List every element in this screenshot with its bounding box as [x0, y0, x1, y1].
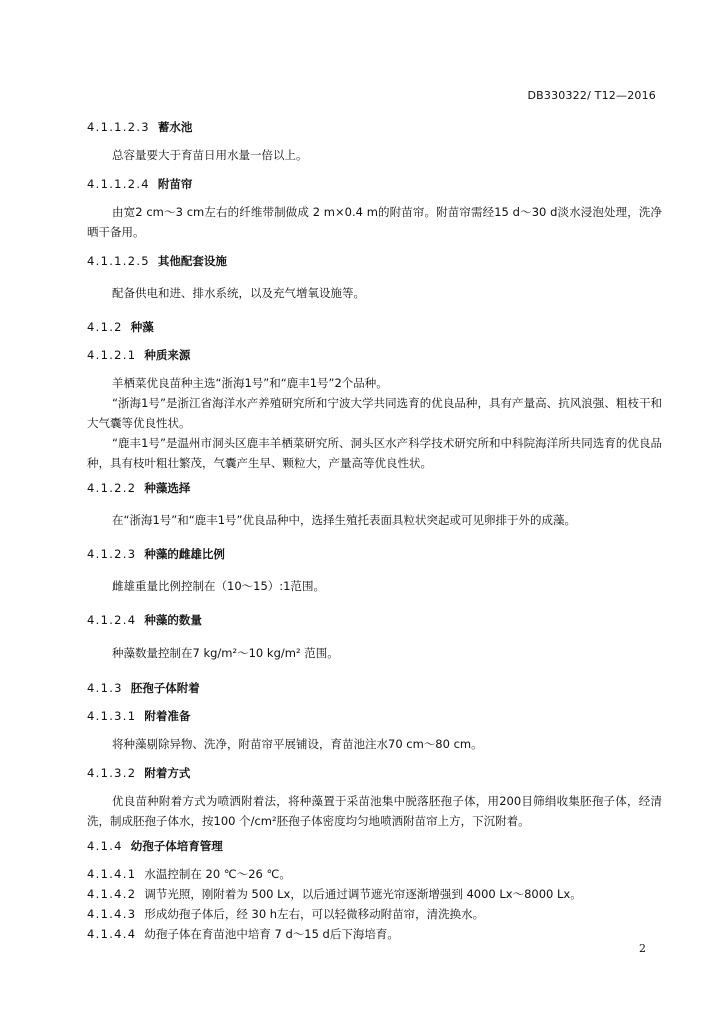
list-item: 4.1.4.4 幼孢子体在育苗池中培育 7 d～15 d后下海培育。: [87, 927, 399, 941]
section-heading: 4.1.4 幼孢子体培育管理: [87, 839, 223, 853]
paragraph: 由宽2 cm～3 cm左右的纤维带制做成 2 m×0.4 m的附苗帘。附苗帘需经15 d～30 d淡水浸泡处理，洗净晒干备用。: [87, 205, 662, 239]
section-heading: 4.1.3.1 附着准备: [87, 709, 191, 723]
paragraph: 将种藻剔除异物、洗净，附苗帘平展铺设，育苗池注水70 cm～80 cm。: [112, 737, 483, 751]
section-heading: 4.1.1.2.5 其他配套设施: [87, 254, 227, 268]
paragraph: 种藻数量控制在7 kg/m²～10 kg/m² 范围。: [112, 646, 339, 660]
section-heading: 4.1.2 种藻: [87, 320, 154, 334]
paragraph: 优良苗种附着方式为喷洒附着法，将种藻置于采苗池集中脱落胚孢子体，用200目筛绢收集胚孢子体，经清洗，制成胚孢子体水，按100 个/cm²胚孢子体密度均匀地喷洒附苗帘上方，下沉附着。: [87, 794, 662, 828]
paragraph: “浙海1号”是浙江省海洋水产养殖研究所和宁波大学共同选育的优良品种，具有产量高、抗风浪强、粗枝干和大气囊等优良性状。: [87, 396, 662, 430]
section-heading: 4.1.2.2 种藻选择: [87, 481, 191, 495]
section-heading: 4.1.3 胚孢子体附着: [87, 681, 200, 695]
document-code: DB330322/ T12—2016: [527, 89, 656, 102]
paragraph: 在“浙海1号”和“鹿丰1号”优良品种中，选择生殖托表面具粒状突起或可见卵排于外的成藻。: [112, 513, 576, 527]
list-item: 4.1.4.3 形成幼孢子体后，经 30 h左右，可以轻微移动附苗帘，清洗换水。: [87, 907, 485, 921]
paragraph: 配备供电和进、排水系统，以及充气增氧设施等。: [112, 286, 365, 300]
paragraph: “鹿丰1号”是温州市洞头区鹿丰羊栖菜研究所、洞头区水产科学技术研究所和中科院海洋所共同选育的优良品种，具有枝叶粗壮繁茂，气囊产生早、颗粒大，产量高等优良性状。: [87, 436, 662, 470]
paragraph: 羊栖菜优良苗种主选“浙海1号”和“鹿丰1号”2个品种。: [112, 376, 388, 390]
paragraph: 雌雄重量比例控制在（10～15）:1范围。: [112, 579, 325, 593]
list-item: 4.1.4.2 调节光照，刚附着为 500 Lx，以后通过调节遮光帘逐渐增强到 4000 Lx～8000 Lx。: [87, 887, 582, 901]
section-heading: 4.1.1.2.4 附苗帘: [87, 177, 193, 191]
section-heading: 4.1.2.1 种质来源: [87, 348, 191, 362]
section-heading: 4.1.3.2 附着方式: [87, 766, 191, 780]
numbered-list: [87, 864, 662, 944]
list-item: 4.1.4.1 水温控制在 20 ℃～26 ℃。: [87, 867, 291, 881]
section-heading: 4.1.1.2.3 蓄水池: [87, 120, 193, 134]
paragraph: 总容量要大于育苗日用水量一倍以上。: [112, 148, 308, 162]
section-heading: 4.1.2.3 种藻的雌雄比例: [87, 547, 225, 561]
section-heading: 4.1.2.4 种藻的数量: [87, 613, 202, 627]
page-number: 2: [639, 942, 646, 955]
